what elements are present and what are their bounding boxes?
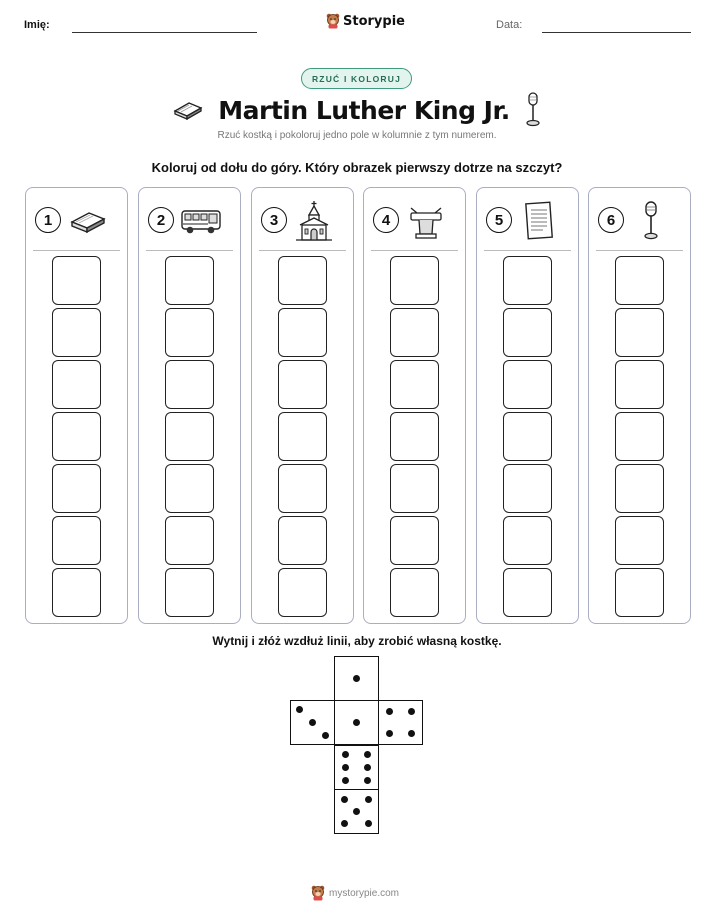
die-face [334,789,379,834]
column-number: 2 [148,207,174,233]
die-face [334,745,379,790]
column-number: 1 [35,207,61,233]
cut-instruction: Wytnij i złóż wzdłuż linii, aby zrobić własną kostkę. [212,634,502,648]
die-pip [342,764,349,771]
die-pip [408,730,415,737]
activity-badge: RZUĆ I KOLORUJ [301,68,412,89]
die-pip [365,820,372,827]
die-pip [408,708,415,715]
column-number: 5 [486,207,512,233]
column-number: 6 [598,207,624,233]
footer [311,885,399,901]
die-pip [365,796,372,803]
bear-logo-icon [311,885,325,901]
column-number: 3 [261,207,287,233]
die-pip [342,751,349,758]
die-pip [322,732,329,739]
die-pip [353,808,360,815]
die-face [334,656,379,701]
coloring-instruction: Koloruj od dołu do góry. Który obrazek pierwszy dotrze na szczyt? [151,160,563,175]
die-pip [341,796,348,803]
logo-text: Storypie [343,13,405,29]
die-pip [364,751,371,758]
die-face [378,700,423,745]
die-pip [341,820,348,827]
name-label: Imię: [24,19,50,31]
die-pip [386,708,393,715]
die-pip [353,719,360,726]
die-pip [342,777,349,784]
die-face [290,700,335,745]
die-pip [296,706,303,713]
date-label: Data: [496,19,523,31]
footer-url[interactable]: mystorypie.com [329,887,400,899]
die-pip [364,764,371,771]
die-pip [386,730,393,737]
page-title: Martin Luther King Jr. [218,95,510,125]
die-pip [353,675,360,682]
die-pip [364,777,371,784]
subtitle: Rzuć kostką i pokoloruj jedno pole w kolumnie z tym numerem. [217,130,497,141]
die-face [334,700,379,745]
die-pip [309,719,316,726]
column-number: 4 [373,207,399,233]
